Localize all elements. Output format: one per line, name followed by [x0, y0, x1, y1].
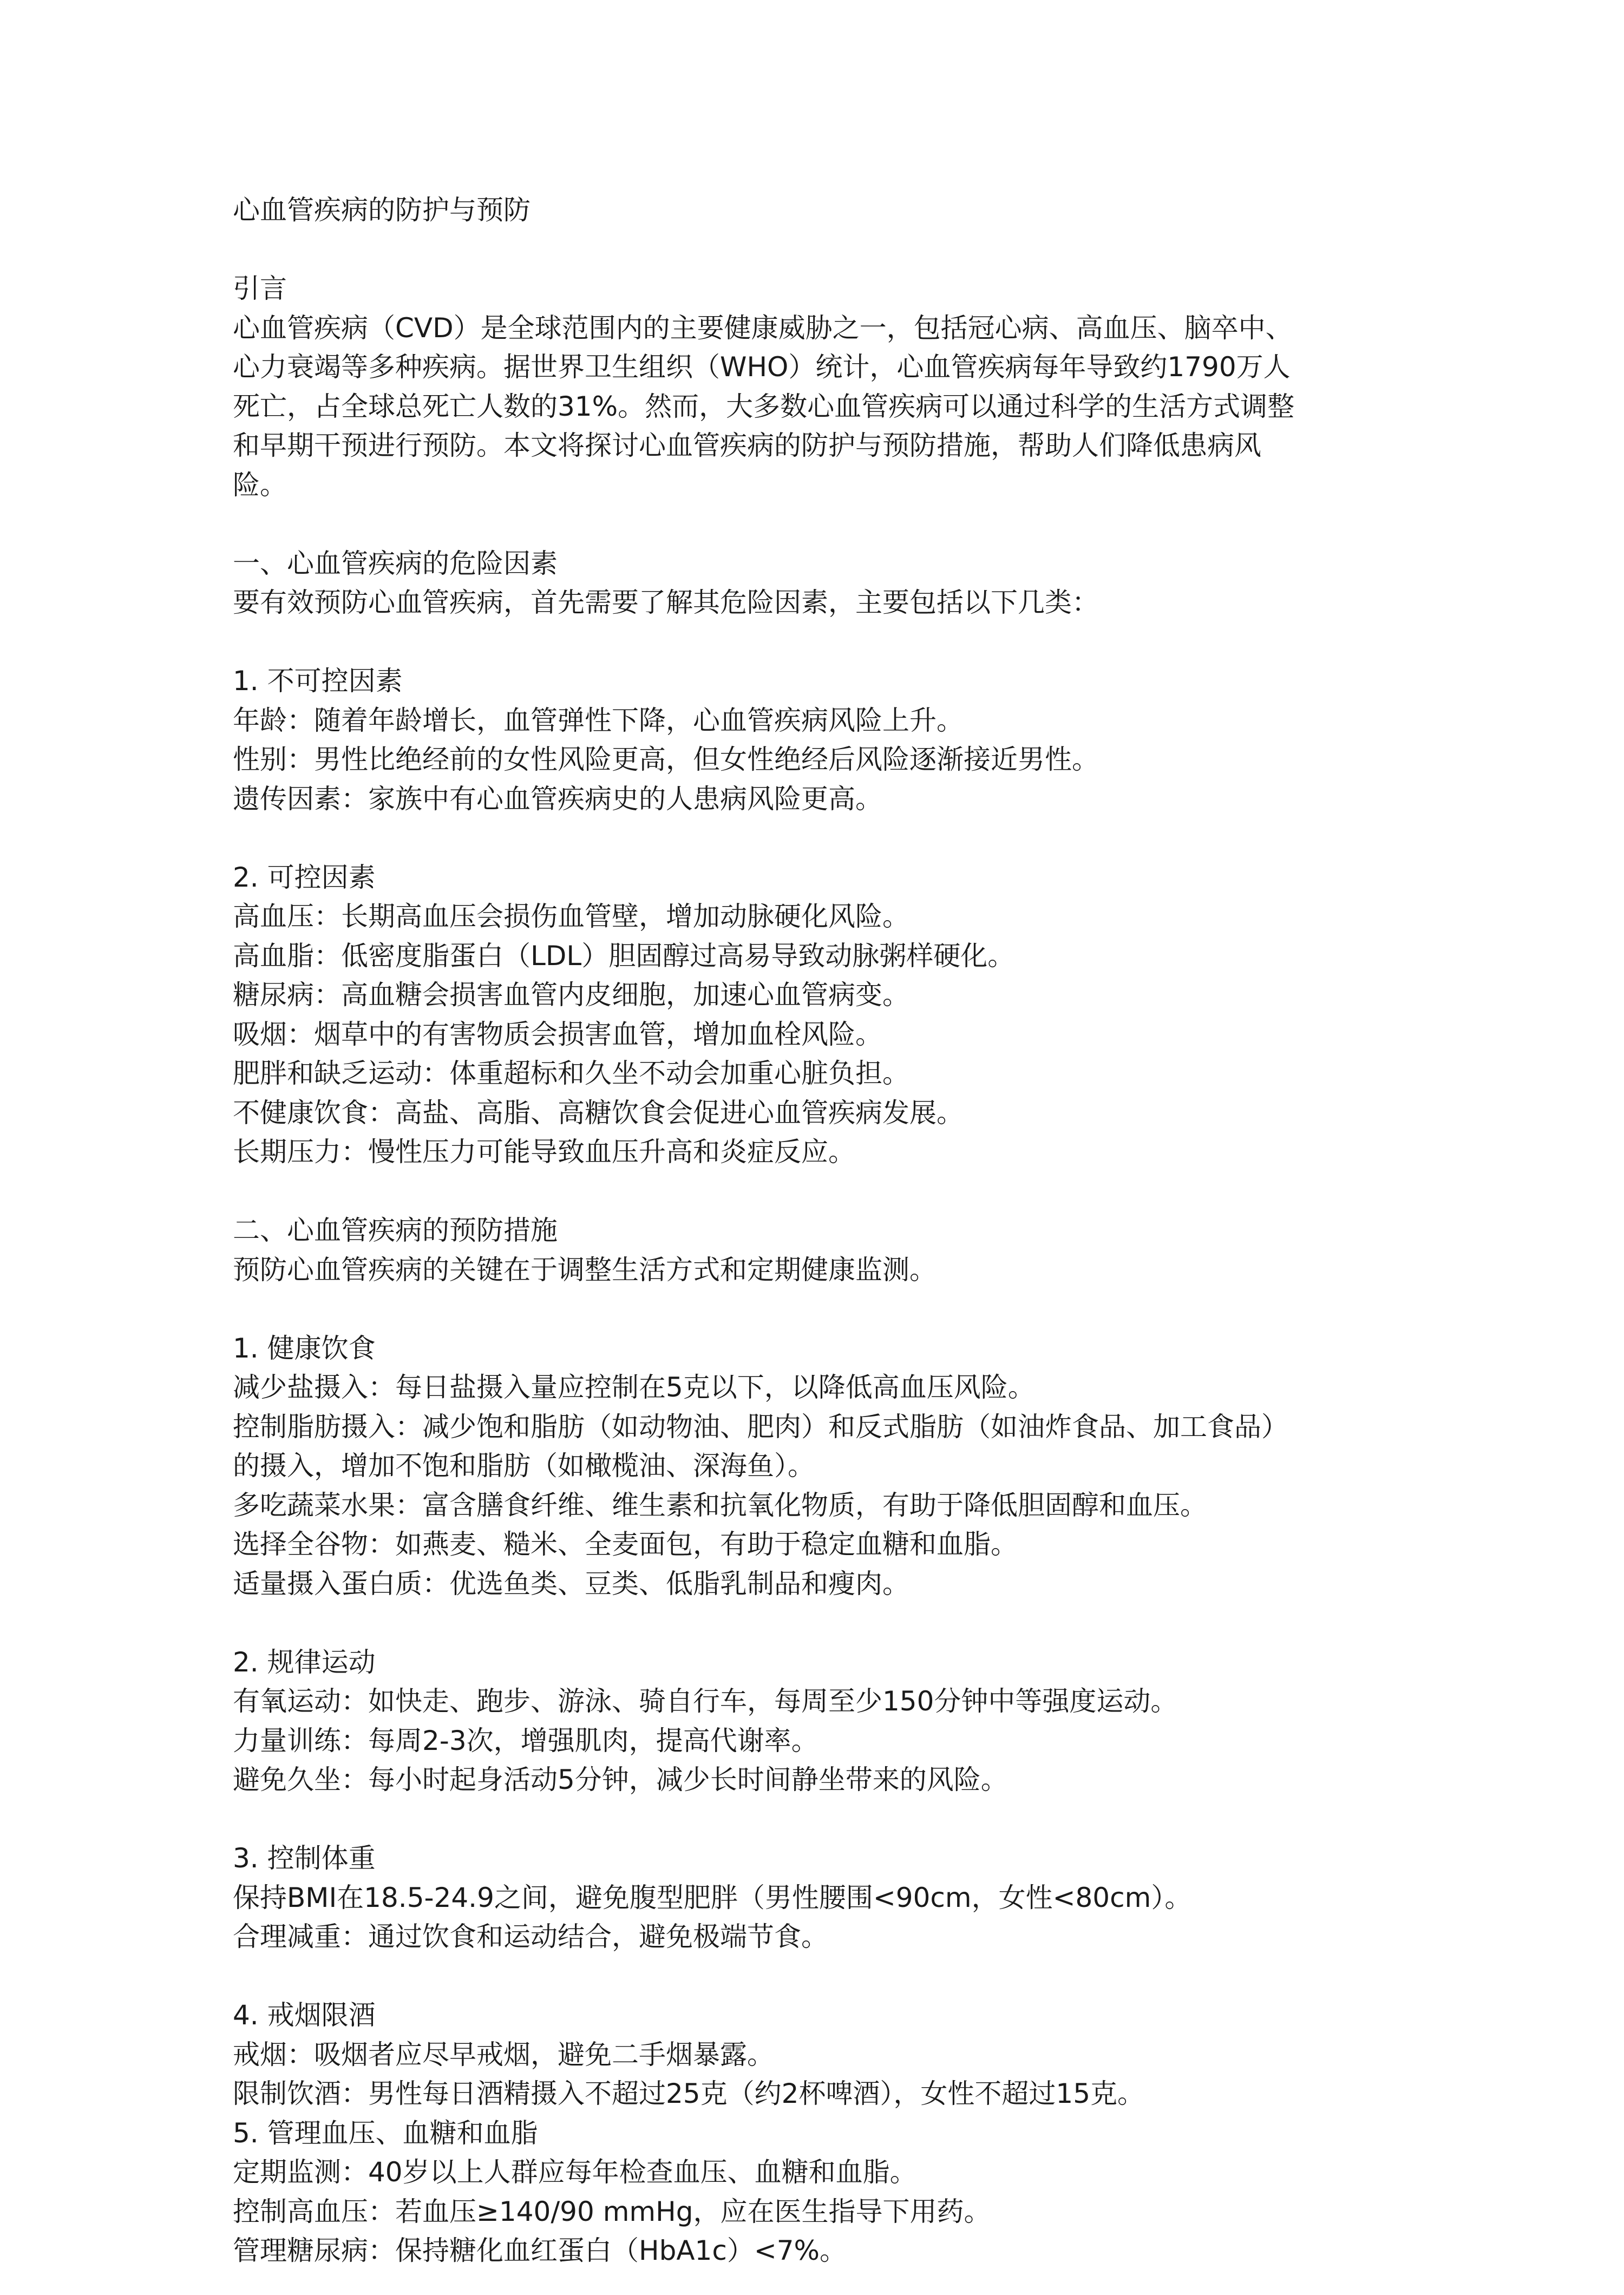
list-item: 长期压力：慢性压力可能导致血压升高和炎症反应。	[233, 1136, 855, 1168]
list-item: 高血脂：低密度脂蛋白（LDL）胆固醇过高易导致动脉粥样硬化。	[233, 940, 1015, 972]
subsection-heading-exercise: 2. 规律运动	[233, 1646, 376, 1678]
spacer	[233, 622, 1413, 662]
list-item: 保持BMI在18.5-24.9之间，避免腹型肥胖（男性腰围<90cm，女性<80cm）。	[233, 1881, 1192, 1913]
spacer	[233, 818, 1413, 858]
list-item: 遗传因素：家族中有心血管疾病史的人患病风险更高。	[233, 783, 882, 815]
spacer	[233, 504, 1413, 544]
document-title: 心血管疾病的防护与预防	[233, 194, 531, 226]
list-item: 控制脂肪摄入：减少饱和脂肪（如动物油、肥肉）和反式脂肪（如油炸食品、加工食品）	[233, 1411, 1288, 1442]
intro-paragraph	[233, 309, 1413, 505]
section-heading-risk-factors: 一、心血管疾病的危险因素	[233, 547, 558, 579]
list-item: 合理减重：通过饮食和运动结合，避免极端节食。	[233, 1921, 828, 1952]
list-item: 肥胖和缺乏运动：体重超标和久坐不动会加重心脏负担。	[233, 1058, 909, 1089]
list-item: 高血压：长期高血压会损伤血管壁，增加动脉硬化风险。	[233, 901, 909, 932]
subsection-heading-controllable: 2. 可控因素	[233, 861, 376, 893]
list-item: 戒烟：吸烟者应尽早戒烟，避免二手烟暴露。	[233, 2038, 774, 2070]
section-heading-prevention: 二、心血管疾病的预防措施	[233, 1215, 558, 1246]
list-item: 减少盐摄入：每日盐摄入量应控制在5克以下，以降低高血压风险。	[233, 1372, 1035, 1403]
list-item: 管理糖尿病：保持糖化血红蛋白（HbA1c）<7%。	[233, 2235, 847, 2266]
list-item: 年龄：随着年龄增长，血管弹性下降，心血管疾病风险上升。	[233, 704, 964, 736]
list-item: 力量训练：每周2-3次，增强肌肉，提高代谢率。	[233, 1724, 818, 1756]
subsection-heading-weight: 3. 控制体重	[233, 1842, 376, 1874]
spacer	[233, 1172, 1413, 1211]
list-item: 定期监测：40岁以上人群应每年检查血压、血糖和血脂。	[233, 2156, 917, 2188]
list-item: 选择全谷物：如燕麦、糙米、全麦面包，有助于稳定血糖和血脂。	[233, 1529, 1018, 1560]
section-lead: 预防心血管疾病的关键在于调整生活方式和定期健康监测。	[233, 1254, 937, 1286]
list-item: 吸烟：烟草中的有害物质会损害血管，增加血栓风险。	[233, 1018, 882, 1050]
list-item: 多吃蔬菜水果：富含膳食纤维、维生素和抗氧化物质，有助于降低胆固醇和血压。	[233, 1489, 1207, 1521]
spacer	[233, 1603, 1413, 1643]
intro-line: 和早期干预进行预防。本文将探讨心血管疾病的防护与预防措施，帮助人们降低患病风	[233, 430, 1261, 461]
section-lead: 要有效预防心血管疾病，首先需要了解其危险因素，主要包括以下几类：	[233, 587, 1099, 618]
intro-line: 险。	[233, 469, 287, 501]
list-item: 限制饮酒：男性每日酒精摄入不超过25克（约2杯啤酒），女性不超过15克。	[233, 2078, 1145, 2109]
list-item: 适量摄入蛋白质：优选鱼类、豆类、低脂乳制品和瘦肉。	[233, 1568, 909, 1599]
spacer	[233, 1289, 1413, 1329]
document-body	[233, 191, 1413, 2271]
intro-heading: 引言	[233, 273, 287, 304]
subsection-heading-smoking-alcohol: 4. 戒烟限酒	[233, 1999, 376, 2031]
spacer	[233, 1800, 1413, 1839]
spacer	[233, 1957, 1413, 1996]
list-item: 性别：男性比绝经前的女性风险更高，但女性绝经后风险逐渐接近男性。	[233, 744, 1099, 775]
intro-line: 心血管疾病（CVD）是全球范围内的主要健康威胁之一，包括冠心病、高血压、脑卒中、	[233, 312, 1293, 344]
list-item: 避免久坐：每小时起身活动5分钟，减少长时间静坐带来的风险。	[233, 1764, 1008, 1795]
intro-line: 死亡，占全球总死亡人数的31%。然而，大多数心血管疾病可以通过科学的生活方式调整	[233, 390, 1295, 422]
list-item: 糖尿病：高血糖会损害血管内皮细胞，加速心血管病变。	[233, 979, 909, 1011]
list-item: 控制高血压：若血压≥140/90 mmHg，应在医生指导下用药。	[233, 2195, 991, 2227]
list-item: 的摄入，增加不饱和脂肪（如橄榄油、深海鱼）。	[233, 1450, 815, 1481]
list-item: 不健康饮食：高盐、高脂、高糖饮食会促进心血管疾病发展。	[233, 1097, 964, 1129]
list-item: 有氧运动：如快走、跑步、游泳、骑自行车，每周至少150分钟中等强度运动。	[233, 1686, 1178, 1717]
subsection-heading-diet: 1. 健康饮食	[233, 1332, 376, 1364]
spacer	[233, 230, 1413, 270]
subsection-heading-monitoring: 5. 管理血压、血糖和血脂	[233, 2117, 538, 2149]
subsection-heading-uncontrollable: 1. 不可控因素	[233, 665, 403, 697]
intro-line: 心力衰竭等多种疾病。据世界卫生组织（WHO）统计，心血管疾病每年导致约1790万人	[233, 351, 1291, 383]
